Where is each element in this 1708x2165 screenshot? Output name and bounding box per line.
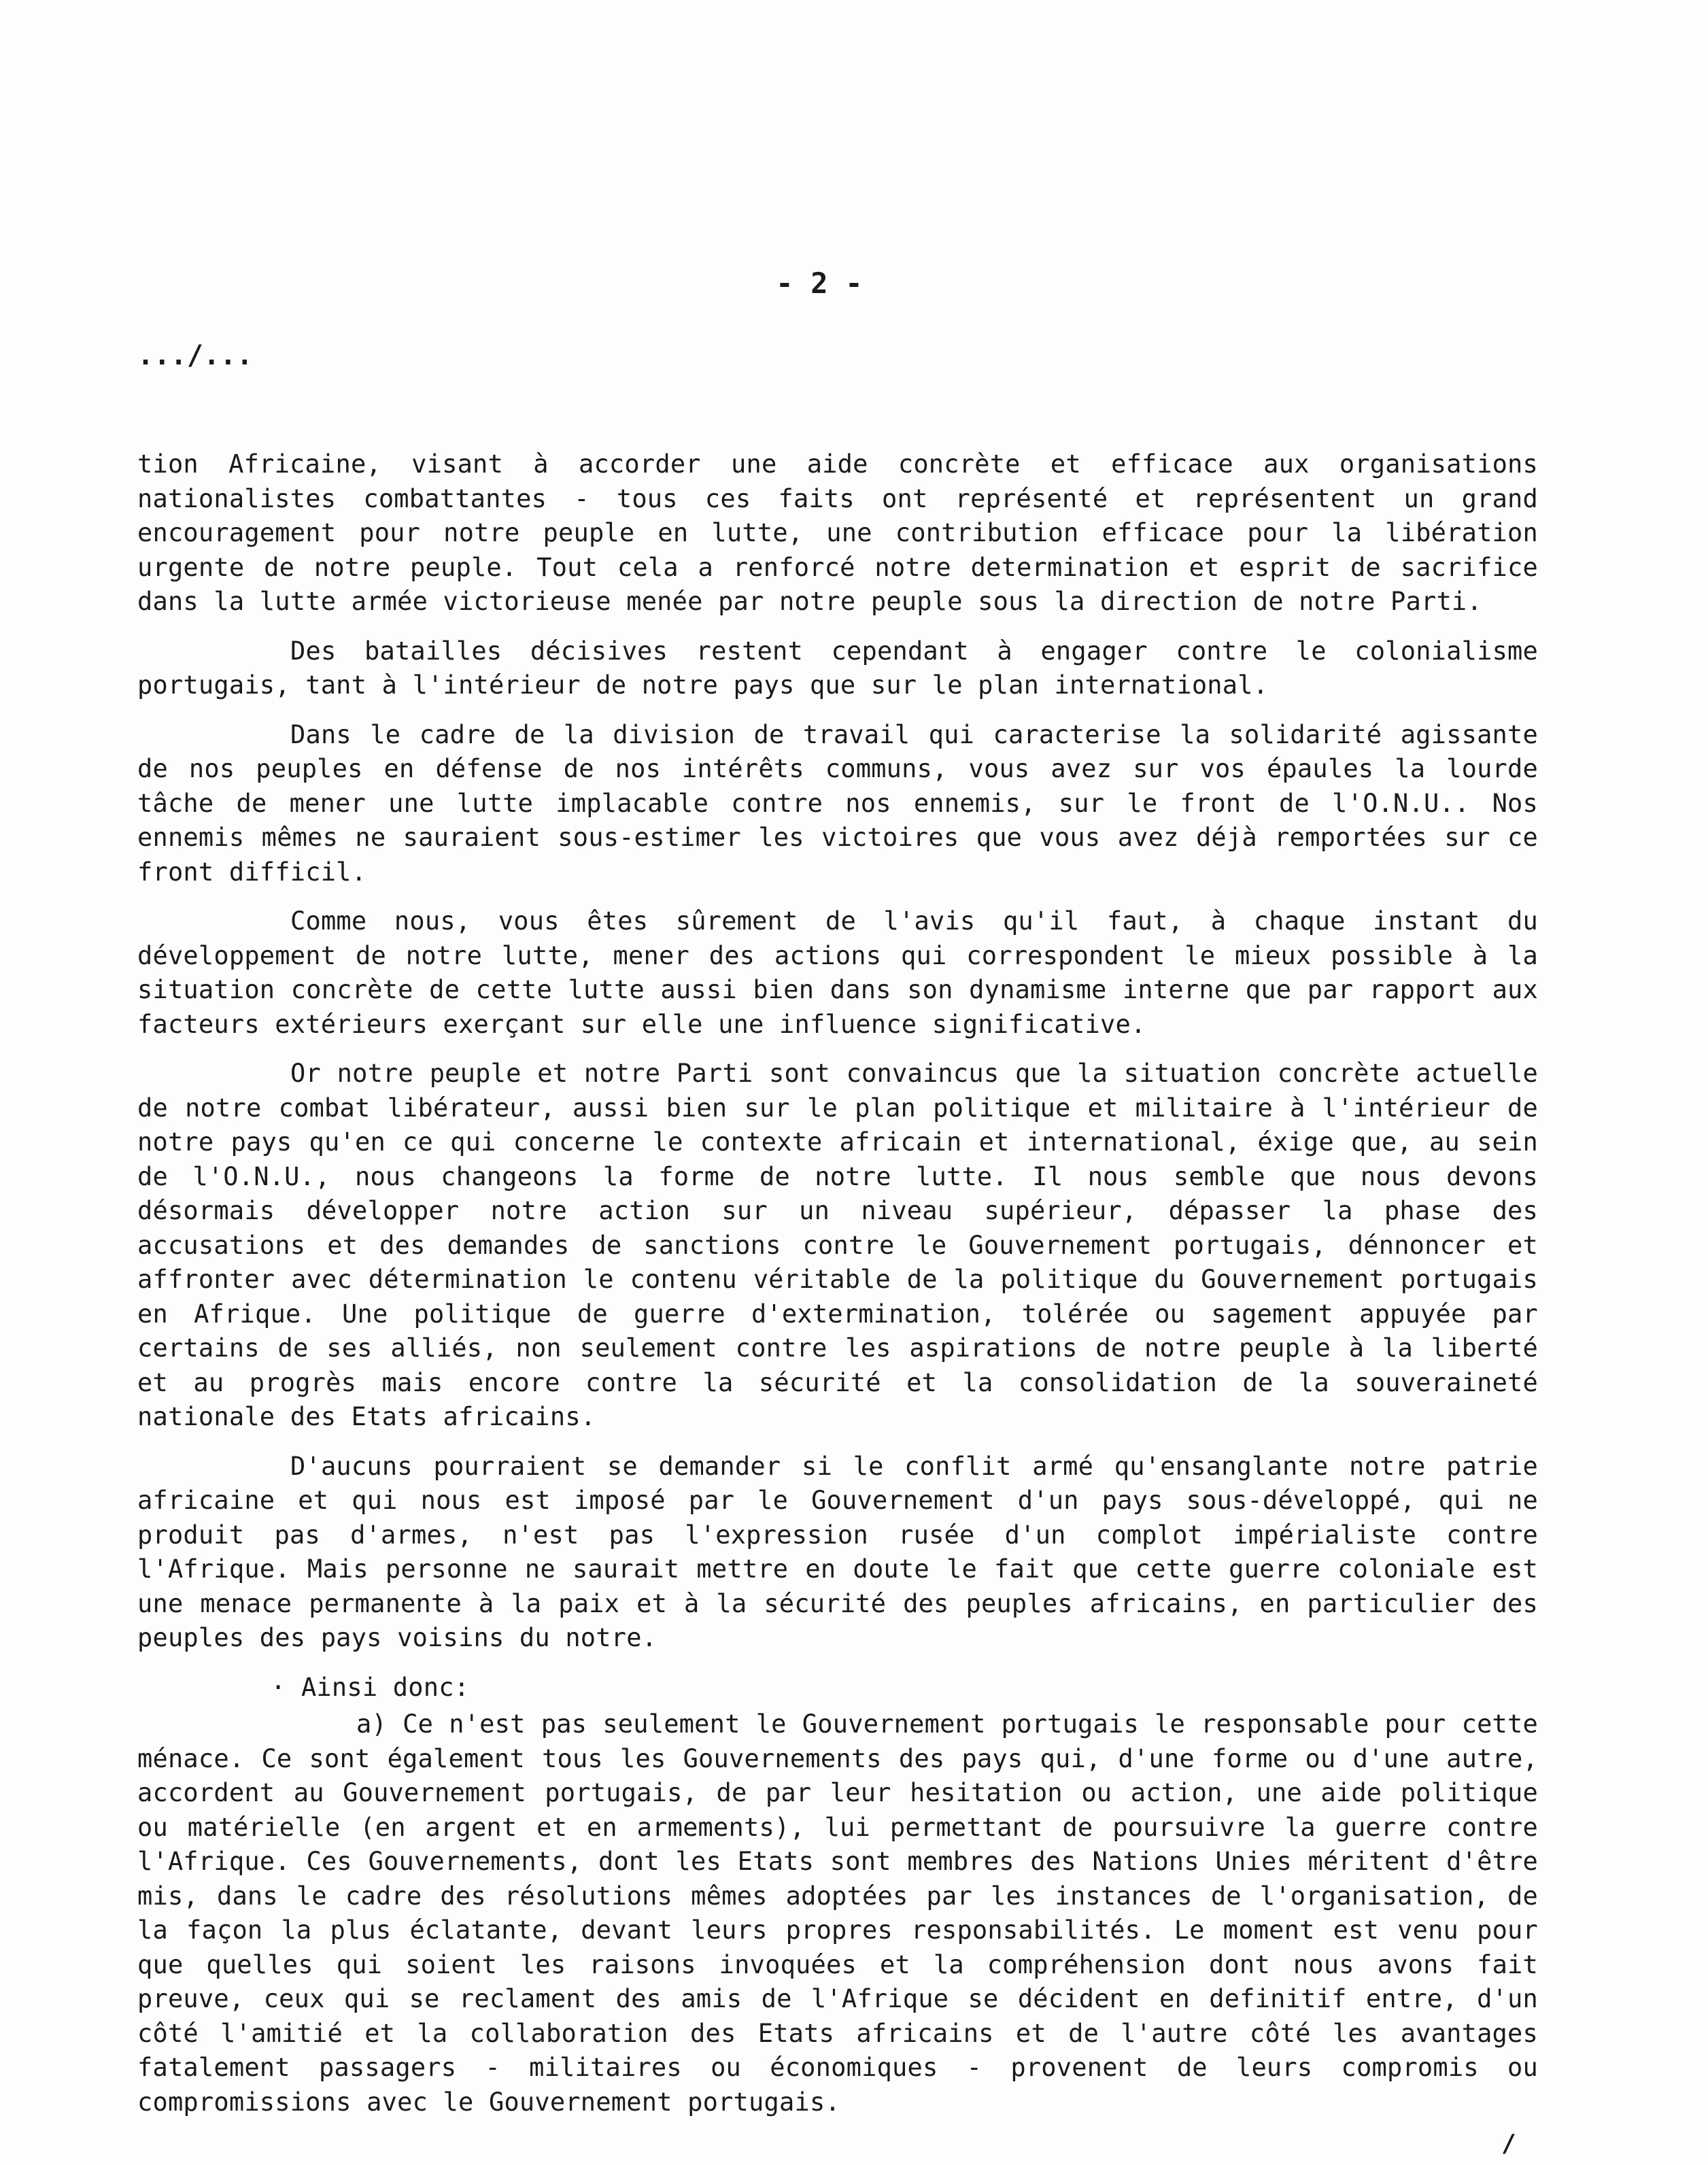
paragraph-1: tion Africaine, visant à accorder une aide concrète et efficace aux organisations nationalistes combattantes - tous ces faits ont représenté et représentent un grand encouragement pour notre peuple en lutte, une contribution efficace pour la libération urgente de notre peuple. Tout cela a renforcé notre determination et esprit de sacrifice dans la lutte armée victorieuse menée par notre peuple sous la direction de notre Parti.: [137, 449, 1538, 616]
paragraph-6: D'aucuns pourraient se demander si le conflit armé qu'ensanglante notre patrie africaine et qui nous est imposé par le Gouvernement d'un pays sous-développé, qui ne produit pas d'armes, n'est pas l'expression rusée d'un complot impérialiste contre l'Afrique. Mais personne ne saurait mettre en doute le fait que cette guerre coloniale est une menace permanente à la paix et à la sécurité des peuples africains, en particulier des peuples des pays voisins du notre.: [137, 1451, 1538, 1652]
paragraph-4: Comme nous, vous êtes sûrement de l'avis qu'il faut, à chaque instant du développement de notre lutte, mener des actions qui correspondent le mieux possible à la situation concrète de cette lutte aussi bien dans son dynamisme interne que par rapport aux facteurs extérieurs exerçant sur elle une influence significative.: [137, 906, 1538, 1039]
lead-in: · Ainsi donc:: [271, 1672, 470, 1702]
page-number: - 2 -: [776, 267, 863, 300]
document-body: [137, 447, 1538, 2119]
paragraph-2: Des batailles décisives restent cependant à engager contre le colonialisme portugais, tant à l'intérieur de notre pays que sur le plan international.: [137, 636, 1538, 700]
item-a: a) Ce n'est pas seulement le Gouvernement portugais le responsable pour cette ménace. Ce sont également tous les Gouvernements des pays qui, d'une forme ou d'une autre, accordent au Gouvernement portugais, de par leur hesitation ou action, une aide politique ou matérielle (en argent et en armements), lui permettant de poursuivre la guerre contre l'Afrique. Ces Gouvernements, dont les Etats sont membres des Nations Unies méritent d'être mis, dans le cadre des résolutions mêmes adoptées par les instances de l'organisation, de la façon la plus éclatante, devant leurs propres responsabilités. Le moment est venu pour que quelles qui soient les raisons invoquées et la compréhension dont nous avons fait preuve, ceux qui se reclament des amis de l'Afrique se décident en definitif entre, d'un côté l'amitié et la collaboration des Etats africains et de l'autre côté les avantages fatalement passagers - militaires ou économiques - provenent de leurs compromis ou compromissions avec le Gouvernement portugais.: [137, 1709, 1538, 2117]
paragraph-3: Dans le cadre de la division de travail qui caracterise la solidarité agissante de nos peuples en défense de nos intérêts communs, vous avez sur vos épaules la lourde tâche de mener une lutte implacable contre nos ennemis, sur le front de l'O.N.U.. Nos ennemis mêmes ne sauraient sous-estimer les victoires que vous avez déjà remportées sur ce front difficil.: [137, 719, 1538, 887]
continuation-mark: .../...: [137, 340, 253, 371]
corner-mark: /: [1501, 2130, 1516, 2158]
paragraph-5: Or notre peuple et notre Parti sont convaincus que la situation concrète actuelle de notre combat libérateur, aussi bien sur le plan politique et militaire à l'intérieur de notre pays qu'en ce qui concerne le contexte africain et international, éxige que, au sein de l'O.N.U., nous changeons la forme de notre lutte. Il nous semble que nous devons désormais développer notre action sur un niveau supérieur, dépasser la phase des accusations et des demandes de sanctions contre le Gouvernement portugais, dénnoncer et affronter avec détermination le contenu véritable de la politique du Gouvernement portugais en Afrique. Une politique de guerre d'extermination, tolérée ou sagement appuyée par certains de ses alliés, non seulement contre les aspirations de notre peuple à la liberté et au progrès mais encore contre la sécurité et la consolidation de la souveraineté nationale des Etats africains.: [137, 1059, 1538, 1431]
